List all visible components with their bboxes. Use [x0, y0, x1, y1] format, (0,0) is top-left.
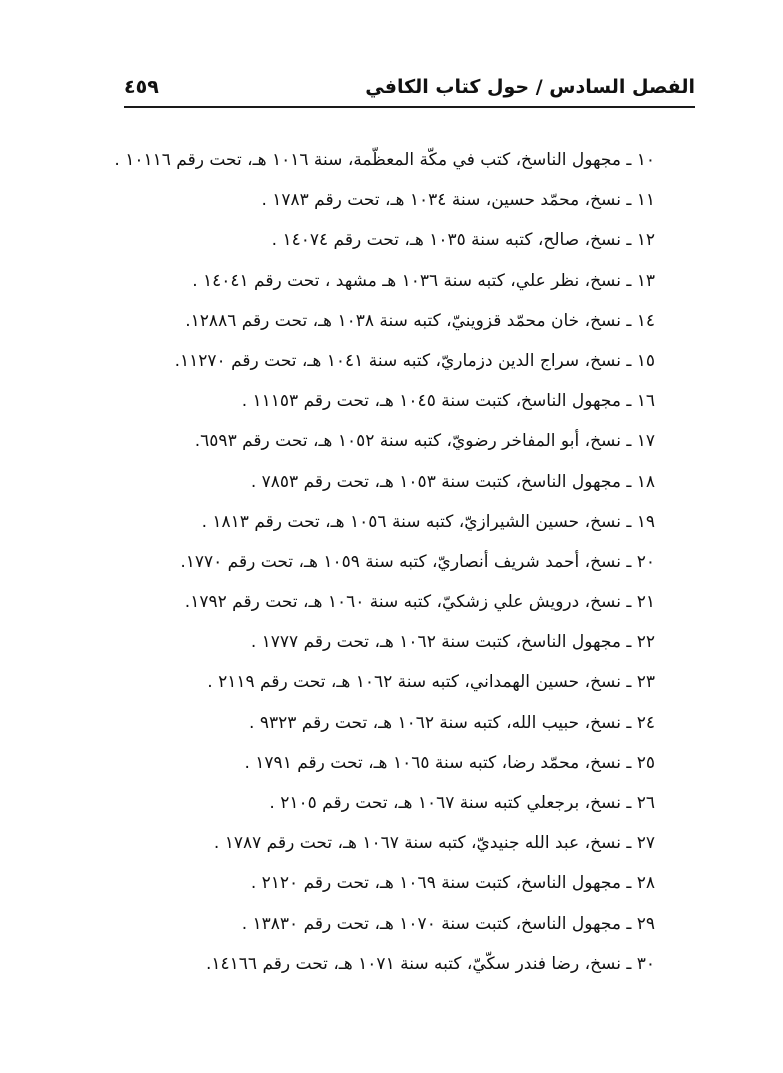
manuscript-entry-29: ٢٩ ـ مجهول الناسخ، كتبت سنة ١٠٧٠ هـ، تحت رقم ١٣٨٣٠ . — [241, 913, 655, 934]
manuscript-entry-16: ١٦ ـ مجهول الناسخ، كتبت سنة ١٠٤٥ هـ، تحت رقم ١١١٥٣ . — [241, 391, 655, 412]
manuscript-entry-11: ١١ ـ نسخ، محمّد حسين، سنة ١٠٣٤ هـ، تحت رقم ١٧٨٣ . — [261, 190, 655, 211]
manuscript-entry-20: ٢٠ ـ نسخ، أحمد شريف أنصاريّ، كتبه سنة ١٠٥٩ هـ، تحت رقم ١٧٧٠. — [180, 551, 655, 572]
manuscript-entry-12: ١٢ ـ نسخ، صالح، كتبه سنة ١٠٣٥ هـ، تحت رقم ١٤٠٧٤ . — [271, 230, 655, 251]
manuscript-entry-14: ١٤ ـ نسخ، خان محمّد قزوينيّ، كتبه سنة ١٠٣٨ هـ، تحت رقم ١٢٨٨٦. — [185, 310, 655, 331]
manuscript-list — [95, 140, 655, 984]
manuscript-entry-18: ١٨ ـ مجهول الناسخ، كتبت سنة ١٠٥٣ هـ، تحت رقم ٧٨٥٣ . — [250, 471, 655, 492]
manuscript-entry-19: ١٩ ـ نسخ، حسين الشيرازيّ، كتبه سنة ١٠٥٦ هـ، تحت رقم ١٨١٣ . — [201, 511, 655, 532]
page-number: ٤٥٩ — [124, 76, 159, 98]
manuscript-entry-24: ٢٤ ـ نسخ، حبيب الله، كتبه سنة ١٠٦٢ هـ، تحت رقم ٩٣٢٣ . — [249, 712, 655, 733]
manuscript-entry-23: ٢٣ ـ نسخ، حسين الهمداني، كتبه سنة ١٠٦٢ هـ، تحت رقم ٢١١٩ . — [207, 672, 655, 693]
manuscript-entry-17: ١٧ ـ نسخ، أبو المفاخر رضويّ، كتبه سنة ١٠٥٢ هـ، تحت رقم ٦٥٩٣. — [194, 431, 655, 452]
header-divider — [124, 106, 695, 108]
manuscript-entry-13: ١٣ ـ نسخ، نظر علي، كتبه سنة ١٠٣٦ هـ مشهد ، تحت رقم ١٤٠٤١ . — [192, 270, 655, 291]
manuscript-entry-10: ١٠ ـ مجهول الناسخ، كتب في مكّة المعظّمة، سنة ١٠١٦ هـ، تحت رقم ١٠١١٦ . — [114, 150, 655, 170]
running-header — [124, 70, 695, 104]
manuscript-entry-30: ٣٠ ـ نسخ، رضا فندر سكّيّ، كتبه سنة ١٠٧١ هـ، تحت رقم ١٤١٦٦. — [206, 953, 655, 974]
manuscript-entry-15: ١٥ ـ نسخ، سراج الدين دزماريّ، كتبه سنة ١٠٤١ هـ، تحت رقم ١١٢٧٠. — [174, 350, 655, 371]
manuscript-entry-26: ٢٦ ـ نسخ، برجعلي كتبه سنة ١٠٦٧ هـ، تحت رقم ٢١٠٥ . — [269, 793, 655, 813]
manuscript-entry-27: ٢٧ ـ نسخ، عبد الله جنيديّ، كتبه سنة ١٠٦٧ هـ، تحت رقم ١٧٨٧ . — [213, 833, 655, 854]
manuscript-entry-22: ٢٢ ـ مجهول الناسخ، كتبت سنة ١٠٦٢ هـ، تحت رقم ١٧٧٧ . — [250, 632, 655, 653]
manuscript-entry-25: ٢٥ ـ نسخ، محمّد رضا، كتبه سنة ١٠٦٥ هـ، تحت رقم ١٧٩١ . — [244, 752, 655, 773]
manuscript-entry-21: ٢١ ـ نسخ، درويش علي زشكيّ، كتبه سنة ١٠٦٠ هـ، تحت رقم ١٧٩٢. — [184, 592, 655, 613]
manuscript-entry-28: ٢٨ ـ مجهول الناسخ، كتبت سنة ١٠٦٩ هـ، تحت رقم ٢١٢٠ . — [250, 873, 655, 894]
chapter-title: الفصل السادس / حول كتاب الكافي — [365, 76, 695, 98]
